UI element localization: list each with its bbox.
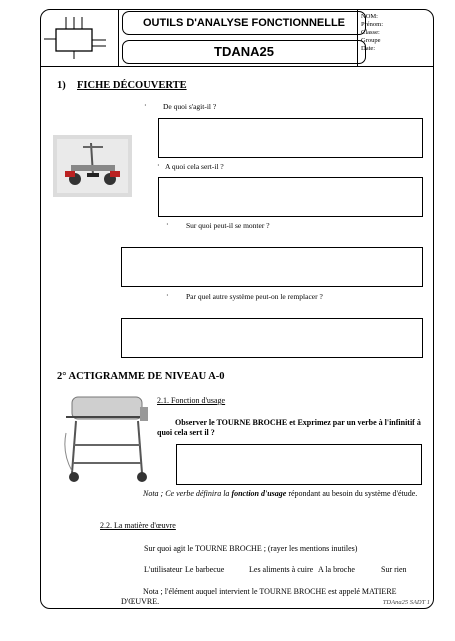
function-block-logo: [44, 15, 110, 61]
subsection-2-2-title: 2.2. La matière d'œuvre: [100, 521, 176, 530]
bullet: ·: [166, 291, 169, 300]
answer-box-5[interactable]: [176, 444, 422, 485]
answer-box-3[interactable]: [121, 247, 423, 287]
bullet: ·: [166, 220, 169, 229]
section1-number: 1): [57, 80, 66, 91]
rotisserie-photo: [62, 393, 152, 485]
document-title: OUTILS D'ANALYSE FONCTIONNELLE: [122, 11, 366, 35]
note-prefix: Nota ; Ce verbe définira la: [143, 489, 232, 498]
section1-heading: FICHE DÉCOUVERTE: [77, 80, 187, 91]
function-note: [121, 489, 432, 499]
question-purpose: A quoi cela sert-il ?: [165, 162, 224, 171]
question-replacement: Par quel autre système peut-on le remplacer ?: [186, 292, 323, 301]
group-label: Groupe: [361, 37, 381, 44]
material-question: Sur quoi agit le TOURNE BROCHE ; (rayer les mentions inutiles): [144, 544, 358, 553]
option-nothing[interactable]: Sur rien: [381, 565, 407, 574]
matiere-note: Nota ; l'élément auquel intervient le TOURNE BROCHE est appelé MATIERE D'ŒUVRE.: [121, 587, 397, 606]
option-barbecue[interactable]: Le barbecue: [185, 565, 225, 574]
header-separator: [40, 66, 434, 67]
header-divider: [118, 9, 119, 66]
page-frame: [40, 9, 434, 609]
note-bold: fonction d'usage: [231, 489, 287, 498]
section2-heading: 2° ACTIGRAMME DE NIVEAU A-0: [57, 371, 225, 382]
name-label: NOM:: [361, 13, 378, 20]
answer-box-1[interactable]: [158, 118, 423, 158]
page-footer: TDAna25 SADT 1: [382, 599, 430, 606]
question-what-is-it: De quoi s'agit-il ?: [163, 102, 217, 111]
bullet: ·: [157, 161, 160, 170]
option-spit[interactable]: A la broche: [318, 565, 355, 574]
bullet: ·: [144, 101, 147, 110]
date-label: Date:: [361, 45, 376, 52]
identity-fields: [361, 13, 383, 53]
bike-rack-photo: [53, 135, 132, 197]
subsection-2-1-title: 2.1. Fonction d'usage: [157, 396, 226, 405]
document-code: TDANA25: [122, 40, 366, 64]
question-mounting: Sur quoi peut-il se monter ?: [186, 221, 270, 230]
option-user[interactable]: L'utilisateur: [144, 565, 183, 574]
note-suffix: répondant au besoin du système d'étude.: [286, 489, 418, 498]
option-food[interactable]: Les aliments à cuire: [249, 565, 314, 574]
answer-box-2[interactable]: [158, 177, 423, 217]
class-label: Classe:: [361, 29, 380, 36]
firstname-label: Prénom:: [361, 21, 384, 28]
answer-box-4[interactable]: [121, 318, 423, 358]
function-instruction: Observer le TOURNE BROCHE et Exprimez par un verbe à l'infinitif à quoi cela sert il ?: [157, 418, 421, 437]
